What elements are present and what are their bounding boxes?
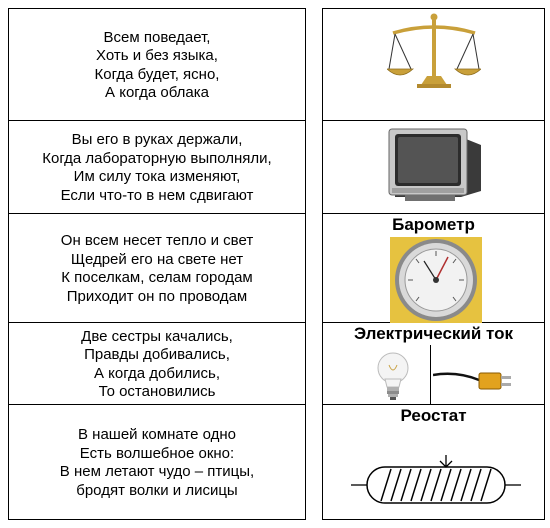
answer-rheostat [323,405,544,519]
riddle-line: Щедрей его на свете нет [70,250,244,268]
answer-label-rheostat: Реостат [400,406,467,425]
answer-scales [323,9,544,121]
riddle-2 [9,121,305,214]
answers-column [322,8,545,520]
barometer-icon [390,237,482,323]
riddle-line: Им силу тока изменяют, [73,168,241,185]
answer-label-current: Электрический ток [353,324,514,343]
rheostat-icon [351,455,521,505]
riddle-line: К поселкам, селам городам [61,269,253,286]
riddles-column [8,8,306,520]
riddle-line: Хоть и без языка, [96,47,218,64]
riddle-4 [9,323,305,405]
answer-label-barometer: Барометр [392,215,475,234]
riddle-line: Когда лабораторную выполняли, [42,149,272,167]
riddle-line: То остановились [98,383,216,400]
cell-divider [430,345,431,404]
riddle-line: А когда облака [105,84,209,101]
riddle-line: В нем летают чудо – птицы, [59,463,255,480]
riddle-line: Всем поведает, [103,28,211,46]
riddle-line: А когда добились, [94,364,220,382]
balance-scale-icon [387,13,481,89]
riddle-line: Вы его в руках держали, [71,131,243,148]
riddle-line: Приходит он по проводам [66,287,248,305]
riddle-line: Он всем несет тепло и свет [60,232,254,249]
riddle-line: Есть волшебное окно: [79,444,235,462]
riddle-3 [9,214,305,323]
riddle-line: бродят волки и лисицы [76,481,238,499]
answer-barometer [323,214,544,323]
riddle-line: Когда будет, ясно, [94,65,220,83]
light-bulb-icon [373,351,413,403]
riddle-line: Если что-то в нем сдвигают [60,186,254,204]
riddle-5 [9,405,305,519]
answer-tv [323,121,544,214]
riddle-1 [9,9,305,121]
electric-plug-icon [433,365,515,395]
television-icon [387,127,485,203]
answer-current [323,323,544,405]
riddle-line: Правды добивались, [84,346,230,363]
riddle-line: Две сестры качались, [81,327,233,345]
riddle-line: В нашей комнате одно [77,426,236,443]
